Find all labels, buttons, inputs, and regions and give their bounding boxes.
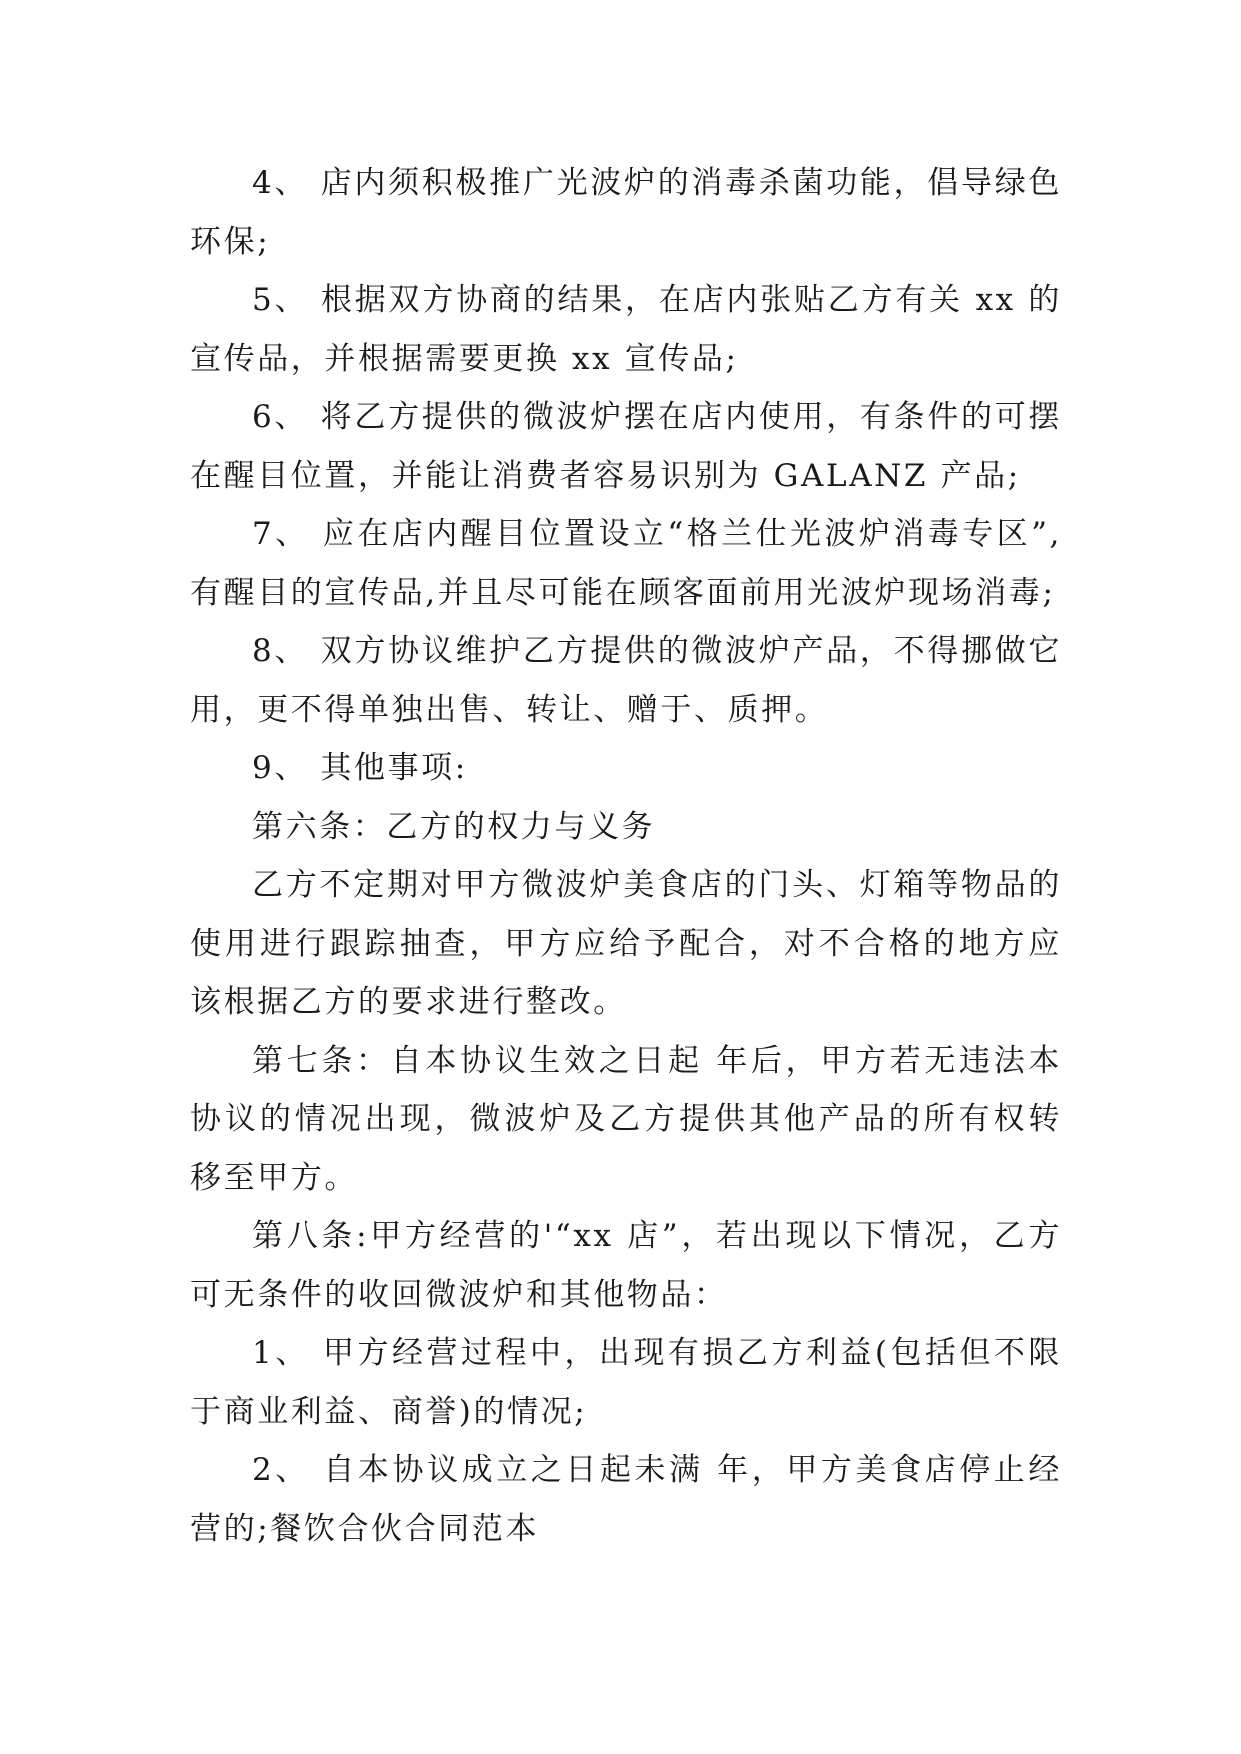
article-8-heading: 第八条:甲方经营的'“xx 店”，若出现以下情况，乙方可无条件的收回微波炉和其他物品： (190, 1218, 1062, 1313)
clause-6: 6、 将乙方提供的微波炉摆在店内使用，有条件的可摆在醒目位置，并能让消费者容易识别为 GALANZ 产品; (190, 399, 1062, 494)
article-7: 第七条：自本协议生效之日起 年后，甲方若无违法本协议的情况出现，微波炉及乙方提供其他产品的所有权转移至甲方。 (190, 1042, 1062, 1196)
article-6-body: 乙方不定期对甲方微波炉美食店的门头、灯箱等物品的使用进行跟踪抽查，甲方应给予配合，对不合格的地方应该根据乙方的要求进行整改。 (190, 867, 1062, 1020)
article-8-item-2: 2、 自本协议成立之日起未满 年，甲方美食店停止经营的;餐饮合伙合同范本 (190, 1452, 1062, 1547)
document-body (190, 154, 1062, 1558)
clause-4: 4、 店内须积极推广光波炉的消毒杀菌功能，倡导绿色环保; (190, 165, 1062, 260)
article-8-item-1: 1、 甲方经营过程中，出现有损乙方利益(包括但不限于商业利益、商誉)的情况; (190, 1335, 1062, 1430)
clause-5: 5、 根据双方协商的结果，在店内张贴乙方有关 xx 的宣传品，并根据需要更换 xx 宣传品; (190, 282, 1062, 377)
clause-7: 7、 应在店内醒目位置设立“格兰仕光波炉消毒专区”,有醒目的宣传品,并且尽可能在顾客面前用光波炉现场消毒; (190, 516, 1062, 611)
clause-9: 9、 其他事项: (252, 750, 468, 786)
clause-8: 8、 双方协议维护乙方提供的微波炉产品，不得挪做它用，更不得单独出售、转让、赠于、质押。 (190, 633, 1062, 728)
article-6-heading: 第六条：乙方的权力与义务 (252, 808, 656, 845)
